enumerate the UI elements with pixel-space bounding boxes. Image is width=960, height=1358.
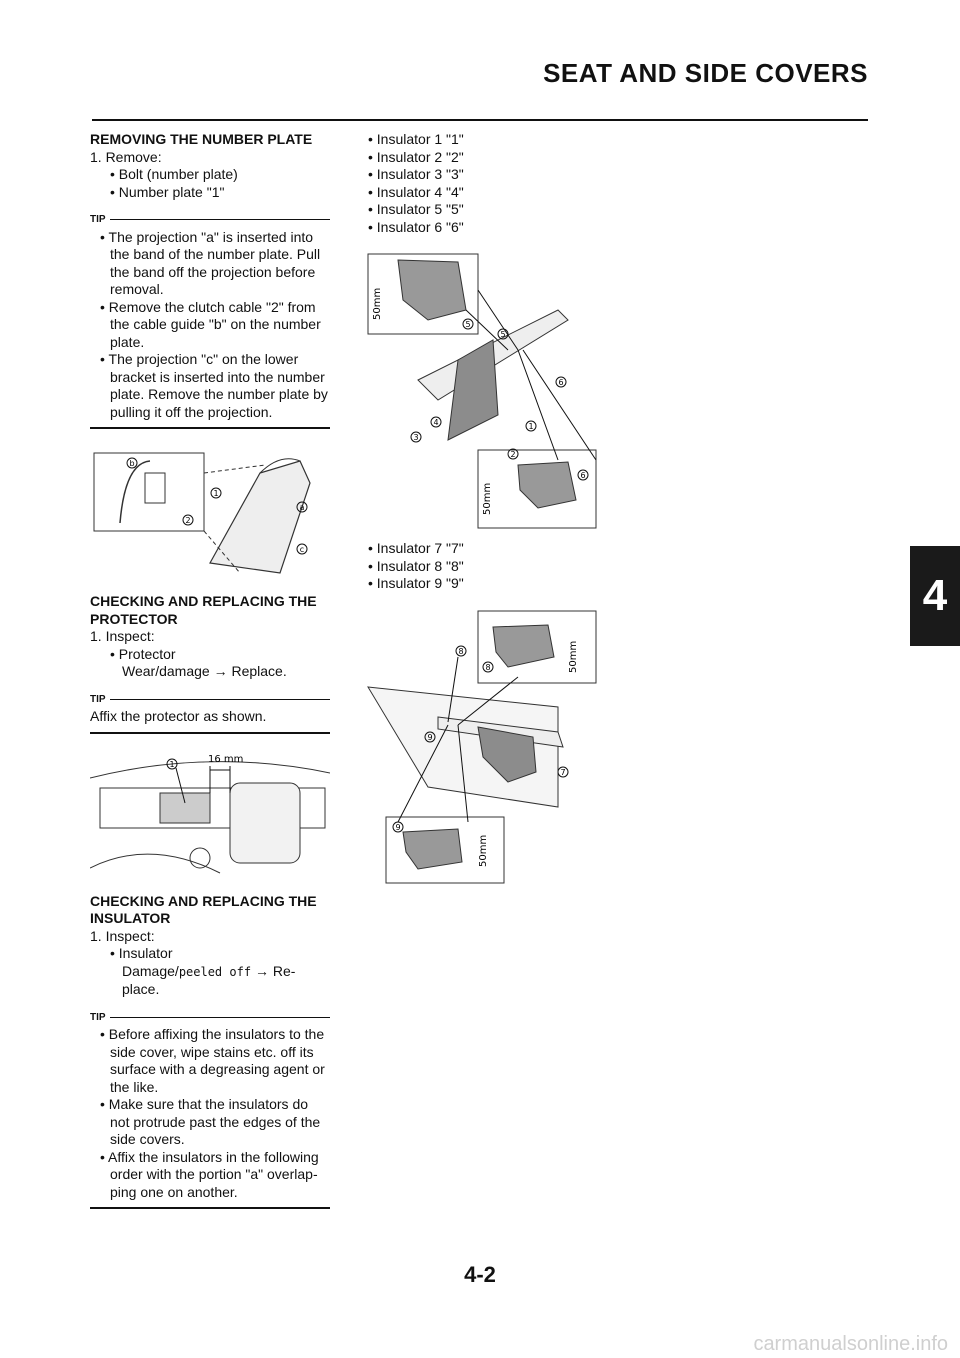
list-item: • Insulator 5 "5" <box>368 201 464 217</box>
tip-box <box>90 211 330 429</box>
dimension-label: 16 mm <box>208 753 244 765</box>
callout-label: 2 <box>185 516 191 525</box>
callout-label: 1 <box>213 489 219 498</box>
figure-insulators-1-6 <box>358 250 598 530</box>
tip-item: • Make sure that the insulators do not protrude past the edges of the side covers. <box>100 1096 321 1147</box>
dimension-label: 50mm <box>482 482 493 515</box>
list-item: • Insulator <box>110 945 173 961</box>
callout-label: 1 <box>528 422 534 431</box>
step-remove: 1. Remove: <box>90 148 162 165</box>
callout-label: 9 <box>427 732 433 742</box>
list-item: • Insulator 2 "2" <box>368 148 464 165</box>
tip-label: TIP <box>90 693 106 705</box>
list-item: • Insulator 4 "4" <box>368 183 464 200</box>
figure-protector <box>90 748 330 883</box>
callout-label: 9 <box>395 822 401 832</box>
callout-label: 7 <box>560 767 566 777</box>
callout-label: 6 <box>558 378 564 387</box>
tip-item: • The projection "a" is inserted into the band of the number plate. Pull the band off the projection before removal. <box>100 228 321 297</box>
callout-label: 8 <box>485 662 491 672</box>
callout-label: 3 <box>413 433 419 442</box>
callout-label: 2 <box>510 450 516 459</box>
tip-text: Affix the protector as shown. <box>90 708 267 724</box>
tip-header <box>90 1009 330 1027</box>
callout-label: 5 <box>500 330 506 339</box>
dimension-label: 50mm <box>478 834 489 867</box>
callout-label: 5 <box>465 320 471 329</box>
callout-label: 6 <box>580 471 586 480</box>
tip-item: • Affix the insulators in the following order with the portion "a" overlap-ping one on another. <box>100 1148 319 1200</box>
list-item: • Insulator 1 "1" <box>368 131 464 147</box>
callout-label: 8 <box>458 646 464 656</box>
page-title: SEAT AND SIDE COVERS <box>543 58 868 88</box>
list-item: • Insulator 6 "6" <box>368 218 464 235</box>
page-number: 4-2 <box>464 1262 496 1287</box>
list-item: • Number plate "1" <box>110 183 225 200</box>
callout-label: 1 <box>169 759 175 769</box>
list-item: • Insulator 3 "3" <box>368 166 464 182</box>
tip-box <box>90 1009 330 1210</box>
step-inspect: 1. Inspect: <box>90 628 155 644</box>
tip-header <box>90 211 330 229</box>
dimension-label: 50mm <box>372 287 383 320</box>
tip-label: TIP <box>90 1011 106 1023</box>
left-column <box>90 131 330 1209</box>
dimension-label: 50mm <box>568 640 579 673</box>
figure-number-plate <box>90 443 330 583</box>
list-item: • Insulator 9 "9" <box>368 575 464 591</box>
right-column <box>358 131 658 907</box>
callout-label: 4 <box>433 418 439 427</box>
header-rule <box>92 119 868 121</box>
tip-label: TIP <box>90 214 106 225</box>
callout-label: a <box>299 503 305 512</box>
list-item: • Insulator 7 "7" <box>368 540 464 556</box>
list-item: • Bolt (number plate) <box>110 166 238 182</box>
watermark: carmanualsonline.info <box>753 1333 948 1355</box>
inspection-detail: Damage/peeled off → Re-place. <box>122 962 296 997</box>
list-item: • Protector <box>110 645 176 662</box>
callout-label: b <box>129 459 135 468</box>
inspection-detail: Wear/damage → Replace. <box>122 663 287 679</box>
section-heading-insulator: CHECKING AND REPLACING THE INSULATOR <box>90 892 317 926</box>
figure-insulators-7-9 <box>358 607 608 897</box>
step-inspect: 1. Inspect: <box>90 927 155 944</box>
tip-item: • Remove the clutch cable "2" from the cable guide "b" on the number plate. <box>100 298 321 350</box>
chapter-tab: 4 <box>910 546 960 646</box>
tip-item: • Before affixing the insulators to the side cover, wipe stains etc. off its surface with a degreasing agent or the like. <box>100 1026 325 1095</box>
callout-label: c <box>299 545 305 554</box>
section-heading-number-plate: REMOVING THE NUMBER PLATE <box>90 131 313 147</box>
tip-header <box>90 691 330 709</box>
tip-box <box>90 691 330 734</box>
tip-item: • The projection "c" on the lower bracket is inserted into the number plate. Remove the number plate by pulling it off the projection. <box>100 351 328 420</box>
section-heading-protector: CHECKING AND REPLACING THE PROTECTOR <box>90 593 317 627</box>
list-item: • Insulator 8 "8" <box>368 557 464 574</box>
